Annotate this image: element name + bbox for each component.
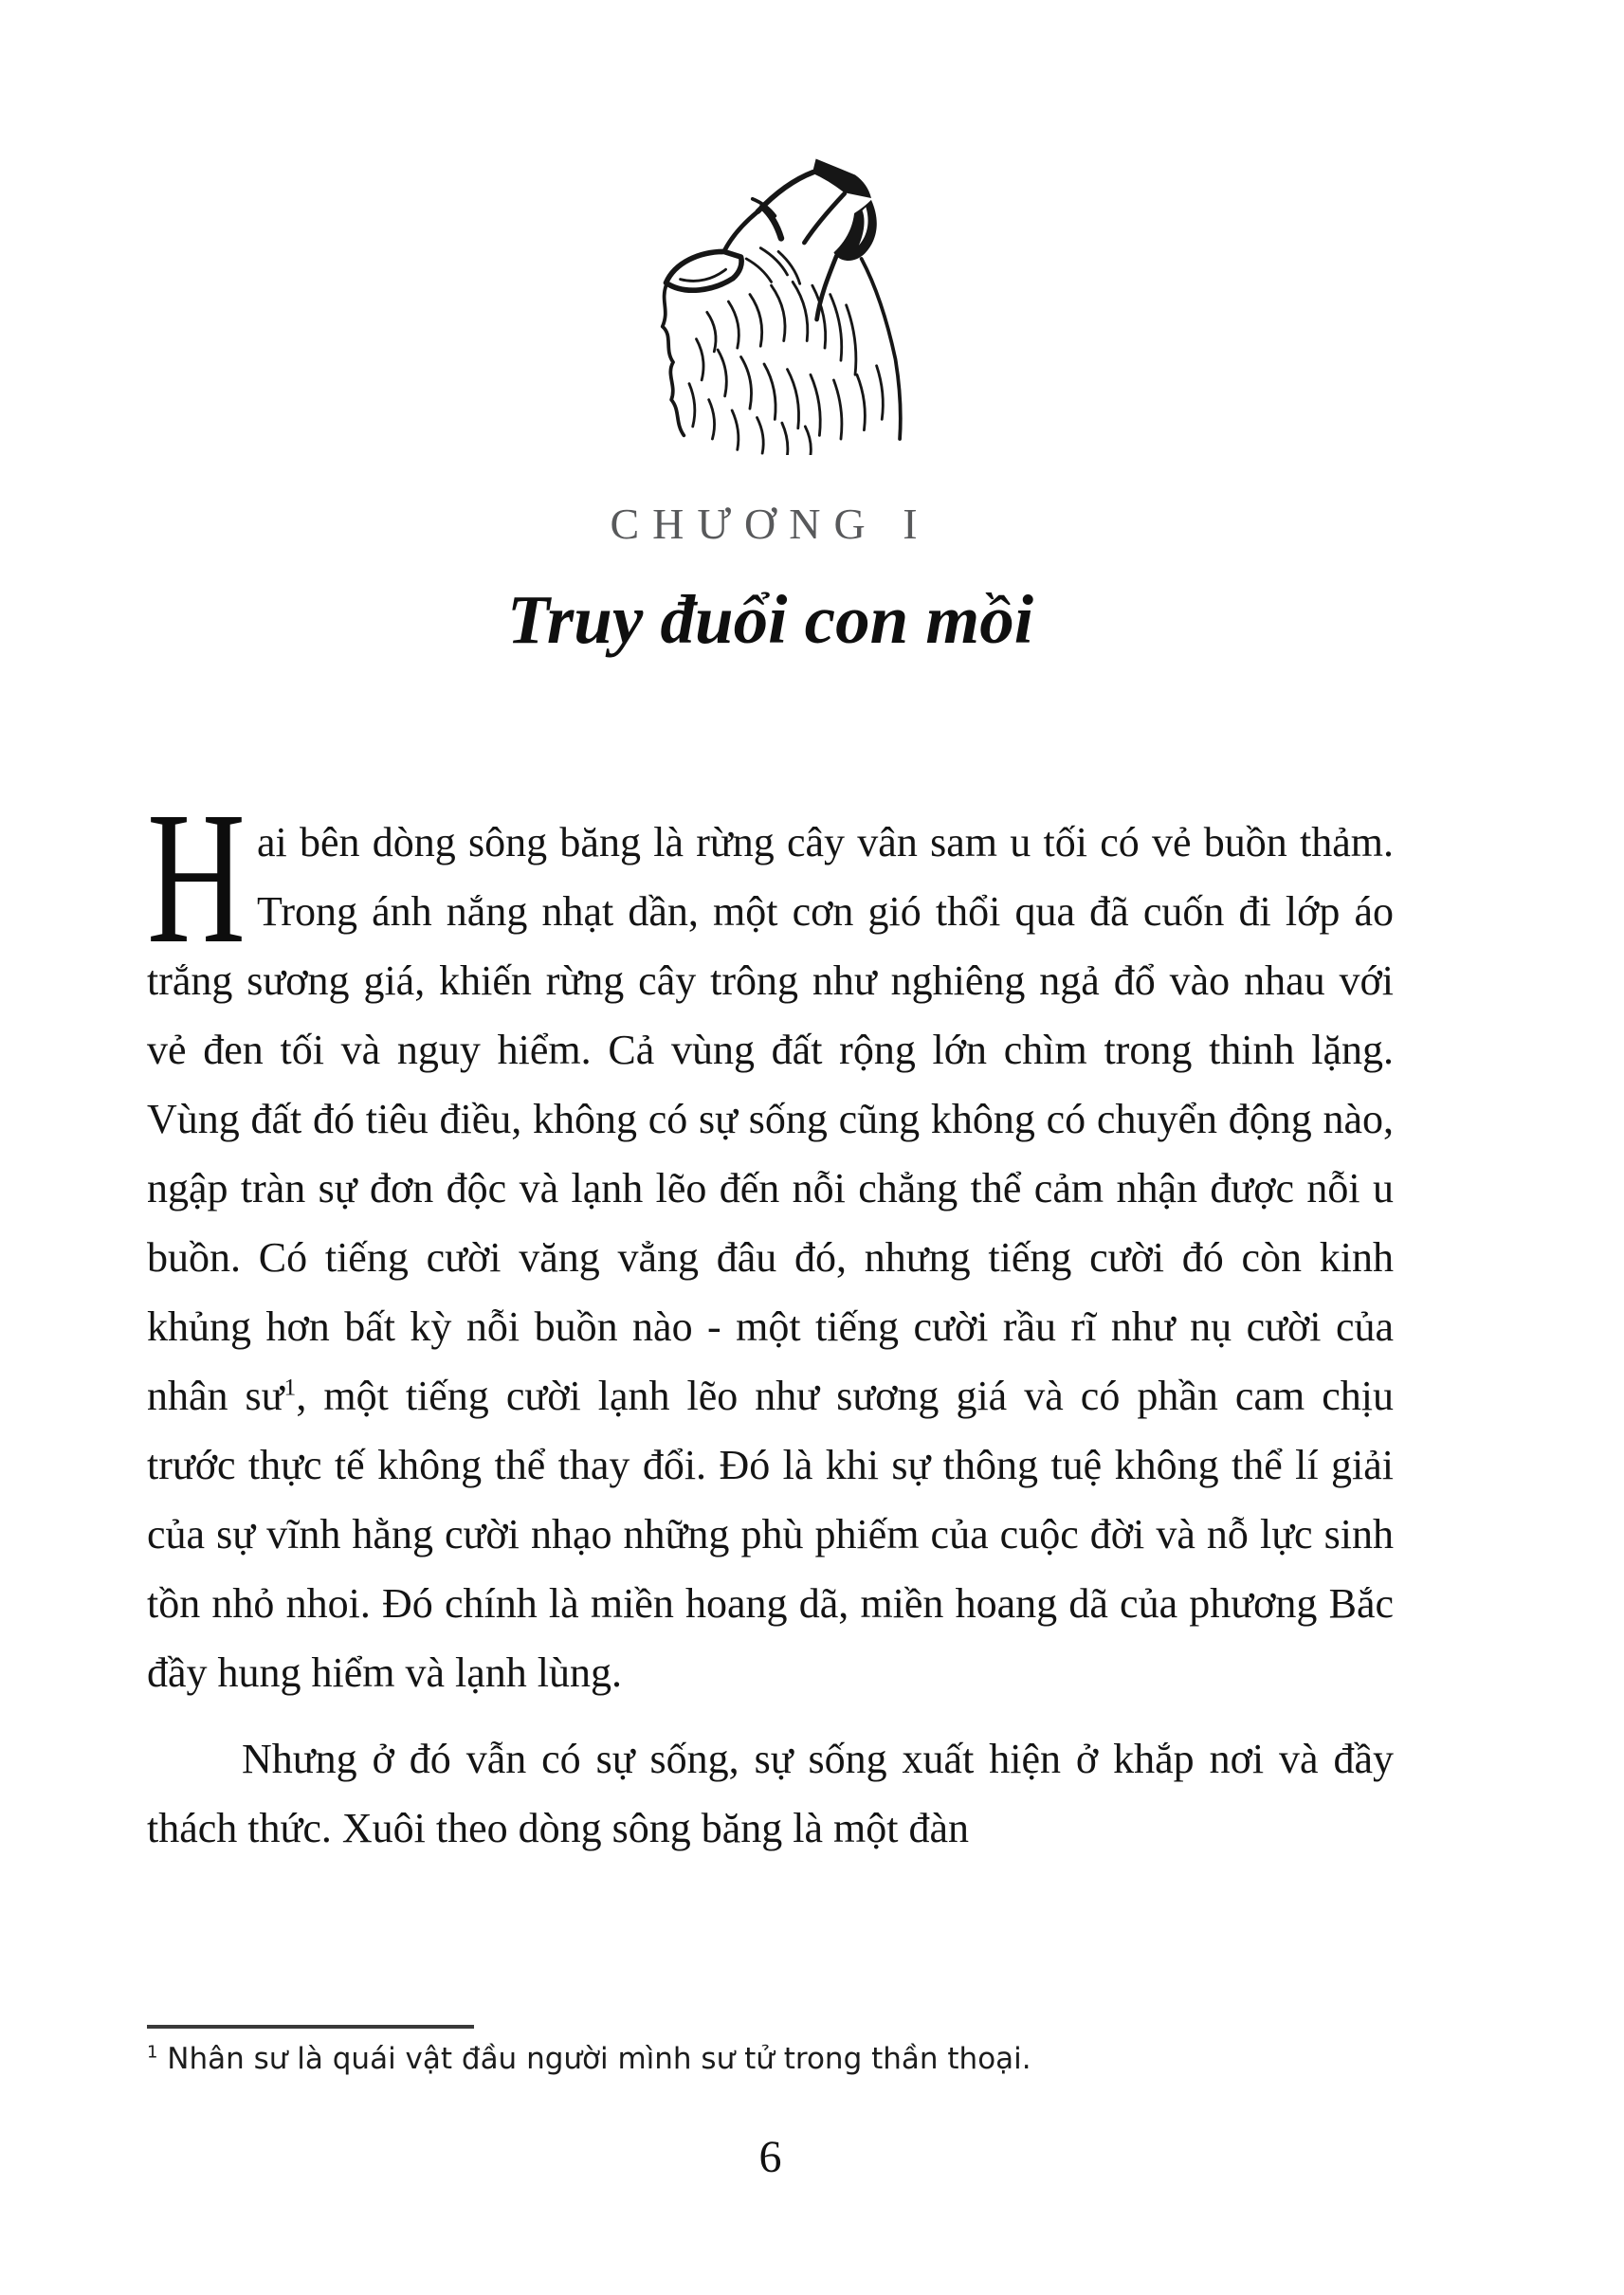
chapter-label: CHƯƠNG I bbox=[610, 500, 931, 548]
body-text bbox=[147, 774, 1395, 1863]
footnote-text-line bbox=[147, 2038, 1394, 2080]
paragraph-2: Nhưng ở đó vẫn có sự sống, sự sống xuất hiện ở khắp nơi và đầy thách thức. Xuôi theo dòng sông băng là một đàn bbox=[147, 1736, 1394, 1851]
paragraph-1 bbox=[147, 774, 1395, 1707]
drop-cap: H bbox=[147, 774, 246, 983]
footnote-text: Nhân sư là quái vật đầu người mình sư tử trong thần thoại. bbox=[167, 2042, 1031, 2076]
chapter-title: Truy đuổi con mồi bbox=[507, 581, 1033, 658]
paragraph-1-text-continued: , một tiếng cười lạnh lẽo như sương giá và có phần cam chịu trước thực tế không thể thay đổi. Đó là khi sự thông tuệ không thể lí giải của sự vĩnh hằng cười nhạo những phù phiếm của cuộc đời và nỗ lực sinh tồn nhỏ nhoi. Đó chính là miền hoang dã, miền hoang dã của phương Bắc đầy hung hiểm và lạnh lùng. bbox=[147, 1373, 1395, 1696]
howling-wolf-svg bbox=[652, 152, 922, 455]
paragraph-1-text: ai bên dòng sông băng là rừng cây vân sam u tối có vẻ buồn thảm. Trong ánh nắng nhạt dần, một cơn gió thổi qua đã cuốn đi lớp áo trắng sương giá, khiến rừng cây trông như nghiêng ngả đổ vào nhau với vẻ đen tối và nguy hiểm. Cả vùng đất rộng lớn chìm trong thinh lặng. Vùng đất đó tiêu điều, không có sự sống cũng không có chuyển động nào, ngập tràn sự đơn độc và lạnh lẽo đến nỗi chẳng thể cảm nhận được nỗi u buồn. Có tiếng cười văng vẳng đâu đó, nhưng tiếng cười đó còn kinh khủng hơn bất kỳ nỗi buồn nào - một tiếng cười rầu rĩ như nụ cười của nhân sư bbox=[147, 819, 1394, 1419]
howling-wolf-icon bbox=[652, 152, 922, 455]
footnote bbox=[147, 2025, 1394, 2080]
footnote-divider bbox=[147, 2025, 474, 2029]
footnote-marker-inline: 1 bbox=[283, 1373, 297, 1401]
footnote-marker: 1 bbox=[147, 2042, 158, 2063]
page-number: 6 bbox=[758, 2132, 782, 2182]
